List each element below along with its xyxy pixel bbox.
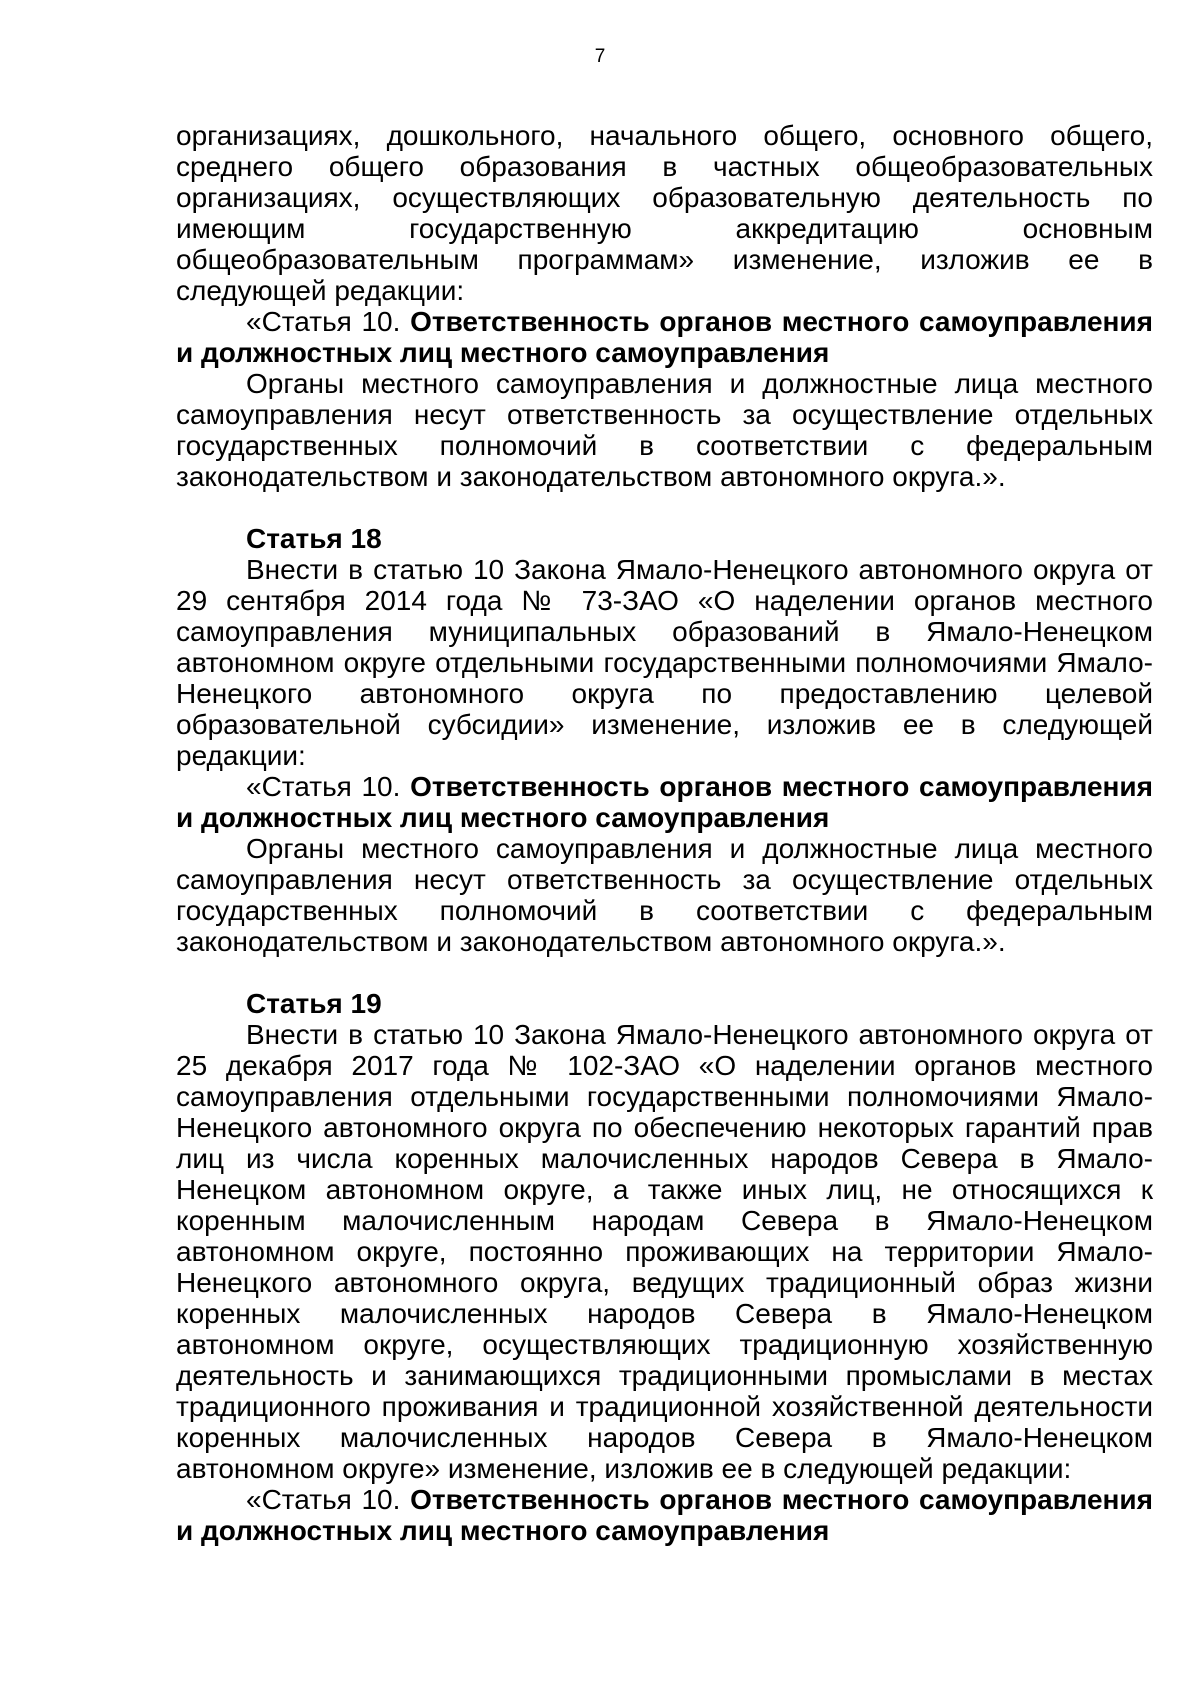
article-18-body: Внести в статью 10 Закона Ямало-Ненецкого автономного округа от 29 сентября 2014 года № 73-ЗАО «О наделении органов местного самоуправления муниципальных образований в Ямало-Ненецком автономном округе отдельными государственными полномочиями Ямало-Ненецкого автономного округа по предоставлению целевой образовательной субсидии» изменение, изложив ее в следующей редакции: [176,554,1153,771]
paragraph-intro-continuation: организациях, дошкольного, начального общего, основного общего, среднего общего образования в частных общеобразовательных организациях, осуществляющих образовательную деятельность по имеющим государственную аккредитацию основным общеобразовательным программам» изменение, изложив ее в следующей редакции: [176,120,1153,306]
quoted-article-prefix: «Статья 10. [246,306,411,337]
quoted-article-body: Органы местного самоуправления и должностные лица местного самоуправления несут ответственность за осуществление отдельных государственных полномочий в соответствии с федеральным законодательством и законодательством автономного округа.». [176,833,1153,957]
article-19-body: Внести в статью 10 Закона Ямало-Ненецкого автономного округа от 25 декабря 2017 года № 102-ЗАО «О наделении органов местного самоуправления отдельными государственными полномочиями Ямало-Ненецкого автономного округа по обеспечению некоторых гарантий прав лиц из числа коренных малочисленных народов Севера в Ямало-Ненецком автономном округе, а также иных лиц, не относящихся к коренным малочисленным народам Севера в Ямало-Ненецком автономном округе, постоянно проживающих на территории Ямало-Ненецкого автономного округа, ведущих традиционный образ жизни коренных малочисленных народов Севера в Ямало-Ненецком автономном округе, осуществляющих традиционную хозяйственную деятельность и занимающихся традиционными промыслами в местах традиционного проживания и традиционной хозяйственной деятельности коренных малочисленных народов Севера в Ямало-Ненецком автономном округе» изменение, изложив ее в следующей редакции: [176,1019,1153,1484]
quoted-article-title-text: Ответственность органов местного самоуправления и должностных лиц местного самоуправления [176,306,1153,368]
quoted-article-title [176,771,1153,833]
quoted-article-title-text: Ответственность органов местного самоуправления и должностных лиц местного самоуправления [176,1484,1153,1546]
document-body [176,120,1153,1546]
article-heading-19: Статья 19 [246,988,382,1019]
quoted-article-prefix: «Статья 10. [246,1484,411,1515]
quoted-article-body: Органы местного самоуправления и должностные лица местного самоуправления несут ответственность за осуществление отдельных государственных полномочий в соответствии с федеральным законодательством и законодательством автономного округа.». [176,368,1153,492]
article-heading-18: Статья 18 [246,523,382,554]
quoted-article-prefix: «Статья 10. [246,771,411,802]
page-number: 7 [594,46,606,67]
quoted-article-title [176,306,1153,368]
quoted-article-title-text: Ответственность органов местного самоуправления и должностных лиц местного самоуправления [176,771,1153,833]
quoted-article-title [176,1484,1153,1546]
